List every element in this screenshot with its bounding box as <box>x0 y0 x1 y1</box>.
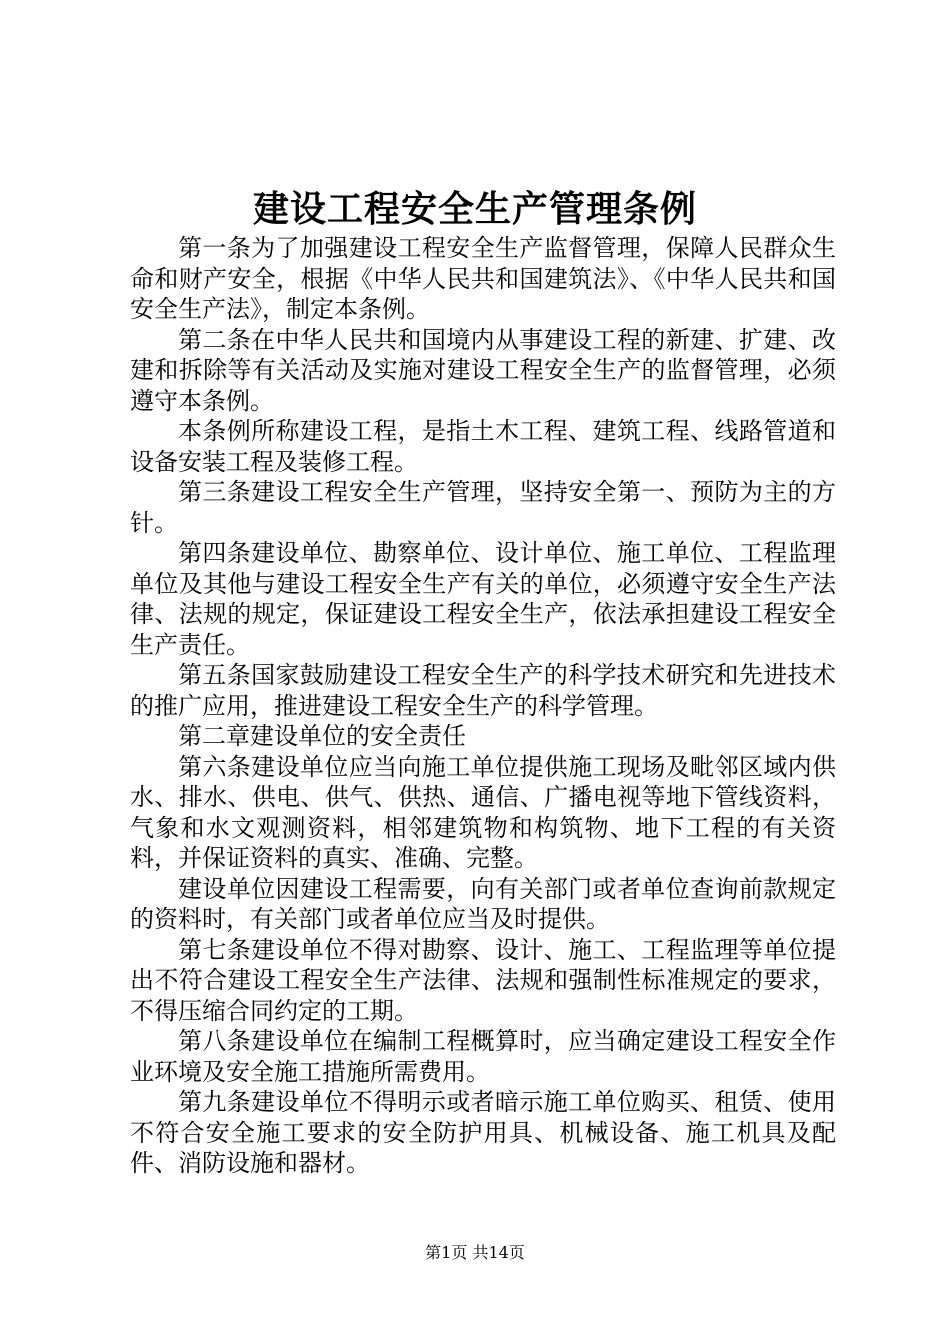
paragraph-article-7: 第七条建设单位不得对勘察、设计、施工、工程监理等单位提出不符合建设工程安全生产法律、法规和强制性标准规定的要求，不得压缩合同约定的工期。 <box>130 935 836 1025</box>
paragraph-article-2: 第二条在中华人民共和国境内从事建设工程的新建、扩建、改建和拆除等有关活动及实施对建设工程安全生产的监督管理，必须遵守本条例。 <box>130 325 836 415</box>
paragraph-article-6-clause: 建设单位因建设工程需要，向有关部门或者单位查询前款规定的资料时，有关部门或者单位应当及时提供。 <box>130 874 836 933</box>
paragraph-article-5: 第五条国家鼓励建设工程安全生产的科学技术研究和先进技术的推广应用，推进建设工程安全生产的科学管理。 <box>130 661 836 720</box>
paragraph-article-8: 第八条建设单位在编制工程概算时，应当确定建设工程安全作业环境及安全施工措施所需费用。 <box>130 1027 836 1086</box>
paragraph-article-6: 第六条建设单位应当向施工单位提供施工现场及毗邻区域内供水、排水、供电、供气、供热、通信、广播电视等地下管线资料，气象和水文观测资料，相邻建筑物和构筑物、地下工程的有关资料，并保证资料的真实、准确、完整。 <box>130 752 836 872</box>
paragraph-article-1: 第一条为了加强建设工程安全生产监督管理，保障人民群众生命和财产安全，根据《中华人民共和国建筑法》、《中华人民共和国安全生产法》，制定本条例。 <box>130 234 836 323</box>
document-title: 建设工程安全生产管理条例 <box>252 188 697 230</box>
page-number-footer: 第1页 共14页 <box>425 1243 525 1262</box>
paragraph-article-4: 第四条建设单位、勘察单位、设计单位、施工单位、工程监理单位及其他与建设工程安全生产有关的单位，必须遵守安全生产法律、法规的规定，保证建设工程安全生产，依法承担建设工程安全生产责任。 <box>130 539 836 659</box>
chapter-heading: 第二章建设单位的安全责任 <box>178 722 466 750</box>
paragraph-article-3: 第三条建设工程安全生产管理，坚持安全第一、预防为主的方针。 <box>130 478 836 537</box>
paragraph-definition: 本条例所称建设工程，是指土木工程、建筑工程、线路管道和设备安装工程及装修工程。 <box>130 417 836 476</box>
paragraph-article-9: 第九条建设单位不得明示或者暗示施工单位购买、租赁、使用不符合安全施工要求的安全防护用具、机械设备、施工机具及配件、消防设施和器材。 <box>130 1088 836 1177</box>
document-body <box>130 233 836 1179</box>
